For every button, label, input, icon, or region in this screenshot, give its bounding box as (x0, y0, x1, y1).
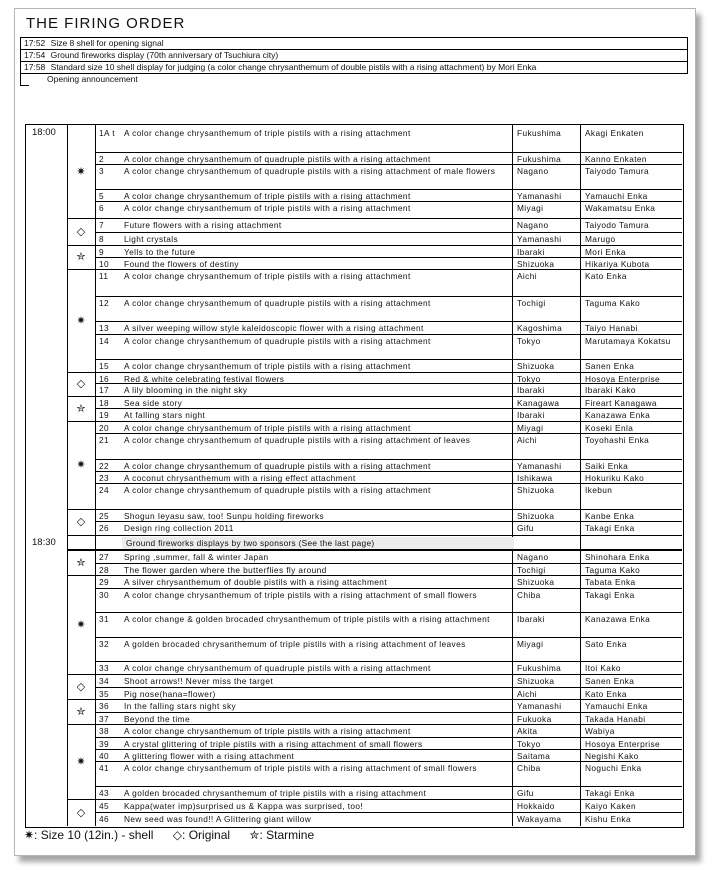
original-symbol-icon: ◇ (76, 378, 86, 390)
row-maker: Saiki Enka (585, 461, 629, 471)
size10-symbol-icon: ✷ (76, 756, 86, 768)
row-prefecture: Shizuoka (517, 577, 555, 587)
row-prefecture: Miyagi (517, 423, 544, 433)
legend-size10: ✷: Size 10 (12in.) - shell (24, 828, 154, 842)
row-divider (95, 674, 682, 675)
original-symbol-icon: ◇ (76, 516, 86, 528)
row-description: Yells to the future (124, 247, 196, 257)
row-number: 45 (99, 801, 110, 811)
row-maker: Takagi Enka (585, 523, 635, 533)
row-description: A color change chrysanthemum of triple pistils with a rising attachment (124, 361, 411, 371)
row-divider (95, 712, 682, 713)
row-number: 38 (99, 726, 110, 736)
row-description: A color change chrysanthemum of quadruple pistils with a rising attachment (124, 663, 431, 673)
column-divider (95, 124, 96, 826)
row-divider (95, 661, 682, 662)
row-divider (95, 535, 682, 536)
group-divider (67, 421, 95, 422)
row-number: 26 (99, 523, 110, 533)
row-number: 35 (99, 689, 110, 699)
row-divider (95, 421, 682, 422)
row-divider (95, 637, 682, 638)
row-description: Sea side story (124, 398, 183, 408)
row-maker: Kaiyo Kaken (585, 801, 636, 811)
row-prefecture: Nagano (517, 166, 549, 176)
row-divider (95, 218, 682, 219)
row-prefecture: Shizuoka (517, 259, 555, 269)
row-maker: Kanazawa Enka (585, 614, 651, 624)
row-number: 8 (99, 234, 105, 244)
row-maker: Sato Enka (585, 639, 627, 649)
row-number: 43 (99, 788, 110, 798)
row-number: 16 (99, 374, 110, 384)
group-divider (67, 724, 95, 725)
row-maker: Ibaraki Kako (585, 385, 636, 395)
row-divider (95, 563, 682, 564)
row-maker: Koseki Enla (585, 423, 634, 433)
row-prefecture: Miyagi (517, 203, 544, 213)
row-divider (95, 612, 682, 613)
row-prefecture: Tokyo (517, 336, 541, 346)
row-prefecture: Fukushima (517, 663, 562, 673)
row-description: A golden brocaded chrysanthemum of triple pistils with a rising attachment of leaves (124, 639, 466, 649)
row-divider (95, 459, 682, 460)
row-number: 32 (99, 639, 110, 649)
group-divider (67, 269, 95, 270)
size10-symbol-icon: ✷ (76, 459, 86, 471)
row-number: 20 (99, 423, 110, 433)
row-description: A lily blooming in the night sky (124, 385, 248, 395)
row-number: 37 (99, 714, 110, 724)
size10-symbol-icon: ✷ (76, 619, 86, 631)
row-number: 31 (99, 614, 110, 624)
original-symbol-icon: ◇ (76, 681, 86, 693)
row-divider (95, 189, 682, 190)
row-maker: Toyohashi Enka (585, 435, 650, 445)
row-description: Found the flowers of destiny (124, 259, 239, 269)
group-divider (67, 575, 95, 576)
row-prefecture: Shizuoka (517, 511, 555, 521)
row-number: 28 (99, 565, 110, 575)
row-prefecture: Gifu (517, 788, 534, 798)
row-maker: Hosoya Enterprise (585, 739, 661, 749)
special-row: Ground fireworks displays by two sponsors (See the last page) (122, 537, 514, 549)
row-prefecture: Wakayama (517, 814, 562, 824)
row-maker: Kato Enka (585, 689, 627, 699)
row-number: 41 (99, 763, 110, 773)
row-divider (95, 296, 682, 297)
row-number: 1A t (99, 128, 115, 138)
row-number: 33 (99, 663, 110, 673)
row-prefecture: Yamanashi (517, 461, 562, 471)
starmine-symbol-icon: ✮ (76, 251, 86, 263)
row-prefecture: Tochigi (517, 565, 546, 575)
row-number: 12 (99, 298, 110, 308)
row-prefecture: Fukushima (517, 154, 562, 164)
row-prefecture: Yamanashi (517, 701, 562, 711)
starmine-symbol-icon: ✮ (76, 557, 86, 569)
row-divider (95, 232, 682, 233)
row-maker: Sanen Enka (585, 361, 635, 371)
row-divider (95, 687, 682, 688)
row-number: 19 (99, 410, 110, 420)
row-number: 25 (99, 511, 110, 521)
row-prefecture: Akita (517, 726, 538, 736)
row-number: 5 (99, 191, 105, 201)
row-description: A color change chrysanthemum of triple pistils with a rising attachment (124, 191, 411, 201)
row-description: A color change chrysanthemum of triple pistils with a rising attachment of small flowers (124, 763, 477, 773)
row-description: The flower garden where the butterflies fly around (124, 565, 327, 575)
row-prefecture: Shizuoka (517, 485, 555, 495)
group-divider (67, 218, 95, 219)
row-prefecture: Hokkaido (517, 801, 555, 811)
time-label: 18:30 (32, 537, 56, 548)
row-number: 36 (99, 701, 110, 711)
row-divider (95, 549, 682, 550)
row-number: 14 (99, 336, 110, 346)
row-maker: Akagi Enkaten (585, 128, 644, 138)
row-prefecture: Fukushima (517, 128, 562, 138)
row-description: Spring ,summer, fall & winter Japan (124, 552, 269, 562)
row-description: Design ring collection 2011 (124, 523, 234, 533)
row-number: 29 (99, 577, 110, 587)
row-divider (95, 550, 682, 551)
row-description: A color change chrysanthemum of quadruple pistils with a rising attachment of male flowers (124, 166, 496, 176)
row-prefecture: Miyagi (517, 639, 544, 649)
row-divider (95, 799, 682, 800)
row-divider (95, 509, 682, 510)
row-description: Future flowers with a rising attachment (124, 220, 282, 230)
row-prefecture: Tokyo (517, 739, 541, 749)
row-maker: Marutamaya Kokatsu (585, 336, 671, 346)
row-description: A color change chrysanthemum of triple pistils with a rising attachment (124, 203, 411, 213)
row-maker: Sanen Enka (585, 676, 635, 686)
row-maker: Takagi Enka (585, 590, 635, 600)
row-maker: Noguchi Enka (585, 763, 642, 773)
row-number: 2 (99, 154, 105, 164)
row-prefecture: Yamanashi (517, 234, 562, 244)
row-prefecture: Saitama (517, 751, 551, 761)
row-number: 24 (99, 485, 110, 495)
group-divider (67, 549, 95, 550)
row-divider (95, 396, 682, 397)
row-prefecture: Shizuoka (517, 361, 555, 371)
row-prefecture: Nagano (517, 552, 549, 562)
starmine-symbol-icon: ✮ (76, 403, 86, 415)
legend-original: ◇: Original (172, 828, 231, 842)
row-maker: Wabiya (585, 726, 615, 736)
row-description: At falling stars night (124, 410, 206, 420)
row-prefecture: Ibaraki (517, 410, 545, 420)
column-divider (512, 124, 513, 826)
row-maker: Tabata Enka (585, 577, 636, 587)
row-description: A color change chrysanthemum of quadruple pistils with a rising attachment (124, 336, 431, 346)
row-description: A color change chrysanthemum of triple pistils with a rising attachment (124, 128, 411, 138)
row-number: 11 (99, 271, 109, 281)
row-prefecture: Yamanashi (517, 191, 562, 201)
row-prefecture: Fukuoka (517, 714, 552, 724)
row-description: A silver weeping willow style kaleidoscopic flower with a rising attachment (124, 323, 424, 333)
row-description: Shogun Ieyasu saw, too! Sunpu holding fireworks (124, 511, 325, 521)
row-number: 23 (99, 473, 110, 483)
row-prefecture: Shizuoka (517, 676, 555, 686)
row-divider (95, 152, 682, 153)
row-number: 22 (99, 461, 110, 471)
group-divider (67, 535, 95, 536)
row-prefecture: Aichi (517, 689, 537, 699)
row-description: Red & white celebrating festival flowers (124, 374, 285, 384)
row-maker: Yamauchi Enka (585, 701, 648, 711)
time-column (25, 124, 68, 826)
row-maker: Negishi Kako (585, 751, 639, 761)
row-maker: Hikariya Kubota (585, 259, 650, 269)
row-divider (95, 786, 682, 787)
row-prefecture: Ishikawa (517, 473, 553, 483)
original-symbol-icon: ◇ (76, 807, 86, 819)
row-maker: Marugo (585, 234, 616, 244)
row-description: A color change chrysanthemum of quadruple pistils with a rising attachment of leaves (124, 435, 471, 445)
row-divider (95, 334, 682, 335)
row-number: 13 (99, 323, 110, 333)
group-divider (67, 799, 95, 800)
row-divider (95, 372, 682, 373)
group-divider (67, 509, 95, 510)
row-description: Pig nose(hana=flower) (124, 689, 216, 699)
row-number: 9 (99, 247, 105, 257)
group-divider (67, 550, 95, 551)
row-prefecture: Ibaraki (517, 614, 545, 624)
row-number: 3 (99, 166, 105, 176)
header-line: 17:54 Ground fireworks display (70th anniversary of Tsuchiura city) (20, 49, 688, 61)
row-divider (95, 359, 682, 360)
row-number: 6 (99, 203, 105, 213)
row-number: 27 (99, 552, 110, 562)
row-prefecture: Chiba (517, 590, 541, 600)
row-description: A golden brocaded chrysanthemum of triple pistils with a rising attachment (124, 788, 427, 798)
row-prefecture: Ibaraki (517, 385, 545, 395)
row-maker: Kanazawa Enka (585, 410, 651, 420)
row-maker: Kanbe Enka (585, 511, 635, 521)
row-prefecture: Nagano (517, 220, 549, 230)
row-description: A color change chrysanthemum of quadruple pistils with a rising attachment (124, 298, 431, 308)
row-prefecture: Ibaraki (517, 247, 545, 257)
row-prefecture: Kanagawa (517, 398, 560, 408)
row-maker: Kishu Enka (585, 814, 631, 824)
row-description: A color change chrysanthemum of quadruple pistils with a rising attachment (124, 485, 431, 495)
row-description: New seed was found!! A Glittering giant willow (124, 814, 312, 824)
row-description: A glittering flower with a rising attachment (124, 751, 295, 761)
group-divider (67, 396, 95, 397)
row-prefecture: Kagoshima (517, 323, 563, 333)
row-prefecture: Chiba (517, 763, 541, 773)
group-divider (67, 245, 95, 246)
legend-starmine: ✮: Starmine (249, 828, 315, 842)
row-description: Beyond the time (124, 714, 190, 724)
row-maker: Wakamatsu Enka (585, 203, 656, 213)
row-description: Kappa(water imp)surprised us & Kappa was surprised, too! (124, 801, 364, 811)
row-maker: Takagi Enka (585, 788, 635, 798)
row-description: Light crystals (124, 234, 179, 244)
row-number: 18 (99, 398, 110, 408)
row-maker: Taiyodo Tamura (585, 220, 650, 230)
row-maker: Fireart Kanagawa (585, 398, 657, 408)
time-label: 18:00 (32, 127, 56, 138)
row-number: 30 (99, 590, 110, 600)
legend (24, 828, 330, 842)
row-divider (95, 737, 682, 738)
column-divider (580, 124, 581, 826)
row-maker: Ikebun (585, 485, 613, 495)
row-number: 15 (99, 361, 110, 371)
row-description: A color change chrysanthemum of quadruple pistils with a rising attachment (124, 461, 431, 471)
row-description: A color change & golden brocaded chrysanthemum of triple pistils with a rising attachment (124, 614, 490, 624)
row-number: 17 (99, 385, 110, 395)
row-number: 40 (99, 751, 110, 761)
row-maker: Hosoya Enterprise (585, 374, 661, 384)
size10-symbol-icon: ✷ (76, 166, 86, 178)
row-number: 34 (99, 676, 110, 686)
row-number: 10 (99, 259, 110, 269)
row-maker: Kato Enka (585, 271, 627, 281)
row-prefecture: Aichi (517, 271, 537, 281)
row-description: In the falling stars night sky (124, 701, 237, 711)
row-description: A crystal glittering of triple pistils with a rising attachment of small flowers (124, 739, 423, 749)
row-divider (95, 245, 682, 246)
row-number: 46 (99, 814, 110, 824)
row-description: A coconut chrysanthemum with a rising effect attachment (124, 473, 356, 483)
row-maker: Itoi Kako (585, 663, 621, 673)
row-prefecture: Tochigi (517, 298, 546, 308)
group-divider (67, 372, 95, 373)
row-maker: Hokuriku Kako (585, 473, 645, 483)
row-description: A silver chrysanthemum of double pistils with a rising attachment (124, 577, 388, 587)
row-divider (95, 812, 682, 813)
row-description: A color change chrysanthemum of triple pistils with a rising attachment (124, 423, 411, 433)
row-prefecture: Tokyo (517, 374, 541, 384)
row-maker: Kanno Enkaten (585, 154, 647, 164)
row-divider (95, 321, 682, 322)
page-title: THE FIRING ORDER (26, 15, 186, 32)
row-number: 21 (99, 435, 110, 445)
row-number: 39 (99, 739, 110, 749)
row-prefecture: Gifu (517, 523, 534, 533)
row-maker: Mori Enka (585, 247, 626, 257)
header-line: 17:52 Size 8 shell for opening signal (20, 37, 688, 49)
row-description: Shoot arrows!! Never miss the target (124, 676, 274, 686)
size10-symbol-icon: ✷ (76, 315, 86, 327)
row-maker: Taguma Kako (585, 298, 641, 308)
row-description: A color change chrysanthemum of triple pistils with a rising attachment of small flowers (124, 590, 477, 600)
row-maker: Shinohara Enka (585, 552, 650, 562)
row-prefecture: Aichi (517, 435, 537, 445)
row-description: A color change chrysanthemum of triple pistils with a rising attachment (124, 271, 411, 281)
starmine-symbol-icon: ✮ (76, 706, 86, 718)
row-description: A color change chrysanthemum of triple pistils with a rising attachment (124, 726, 411, 736)
row-maker: Takada Hanabi (585, 714, 646, 724)
row-description: A color change chrysanthemum of quadruple pistils with a rising attachment (124, 154, 431, 164)
group-divider (67, 674, 95, 675)
group-divider (67, 699, 95, 700)
header-line: 17:58 Standard size 10 shell display for judging (a color change chrysanthemum of double pistils with a rising attachment) by Mori Enka (20, 61, 688, 74)
row-maker: Taguma Kako (585, 565, 641, 575)
original-symbol-icon: ◇ (76, 226, 86, 238)
row-divider (95, 588, 682, 589)
row-number: 7 (99, 220, 105, 230)
row-maker: Taiyodo Tamura (585, 166, 650, 176)
row-maker: Yamauchi Enka (585, 191, 648, 201)
header-line: Opening announcement (20, 73, 29, 86)
row-maker: Taiyo Hanabi (585, 323, 638, 333)
